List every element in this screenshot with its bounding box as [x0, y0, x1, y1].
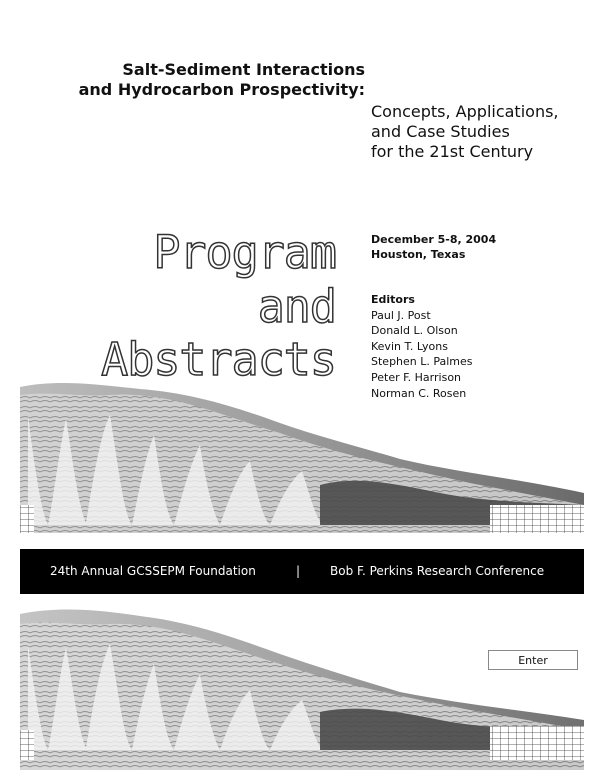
event-location: Houston, Texas [371, 248, 466, 261]
salt-cross-section-top [20, 375, 584, 545]
event-info [371, 232, 496, 262]
title-line-1: Salt-Sediment Interactions [122, 60, 365, 79]
subtitle-line-2: and Case Studies [371, 122, 510, 141]
subtitle-line-1: Concepts, Applications, [371, 102, 559, 121]
banner-separator: | [296, 564, 301, 578]
cross-section-image [20, 600, 584, 770]
program-word: Program [153, 226, 336, 279]
conference-subtitle [371, 102, 559, 162]
editor-name: Donald L. Olson [371, 324, 458, 338]
editor-name: Kevin T. Lyons [371, 339, 448, 353]
banner-foundation: 24th Annual GCSSEPM Foundation [50, 564, 256, 578]
editor-name: Stephen L. Palmes [371, 355, 473, 369]
conference-title [79, 60, 365, 100]
banner-conference: Bob F. Perkins Research Conference [330, 564, 545, 578]
abstracts-word: Abstracts [101, 333, 336, 386]
editor-name: Norman C. Rosen [371, 386, 467, 400]
salt-cross-section-bottom [20, 600, 584, 770]
subtitle-line-3: for the 21st Century [371, 142, 534, 161]
editor-name: Peter F. Harrison [371, 370, 462, 384]
cross-section-image [20, 375, 584, 545]
title-line-2: and Hydrocarbon Prospectivity: [78, 80, 365, 99]
editors-heading: Editors [371, 293, 415, 306]
conference-banner [20, 549, 584, 594]
event-date: December 5-8, 2004 [371, 233, 497, 246]
and-word: and [257, 280, 336, 333]
enter-button[interactable]: Enter [488, 650, 578, 670]
editor-name: Paul J. Post [371, 308, 431, 322]
